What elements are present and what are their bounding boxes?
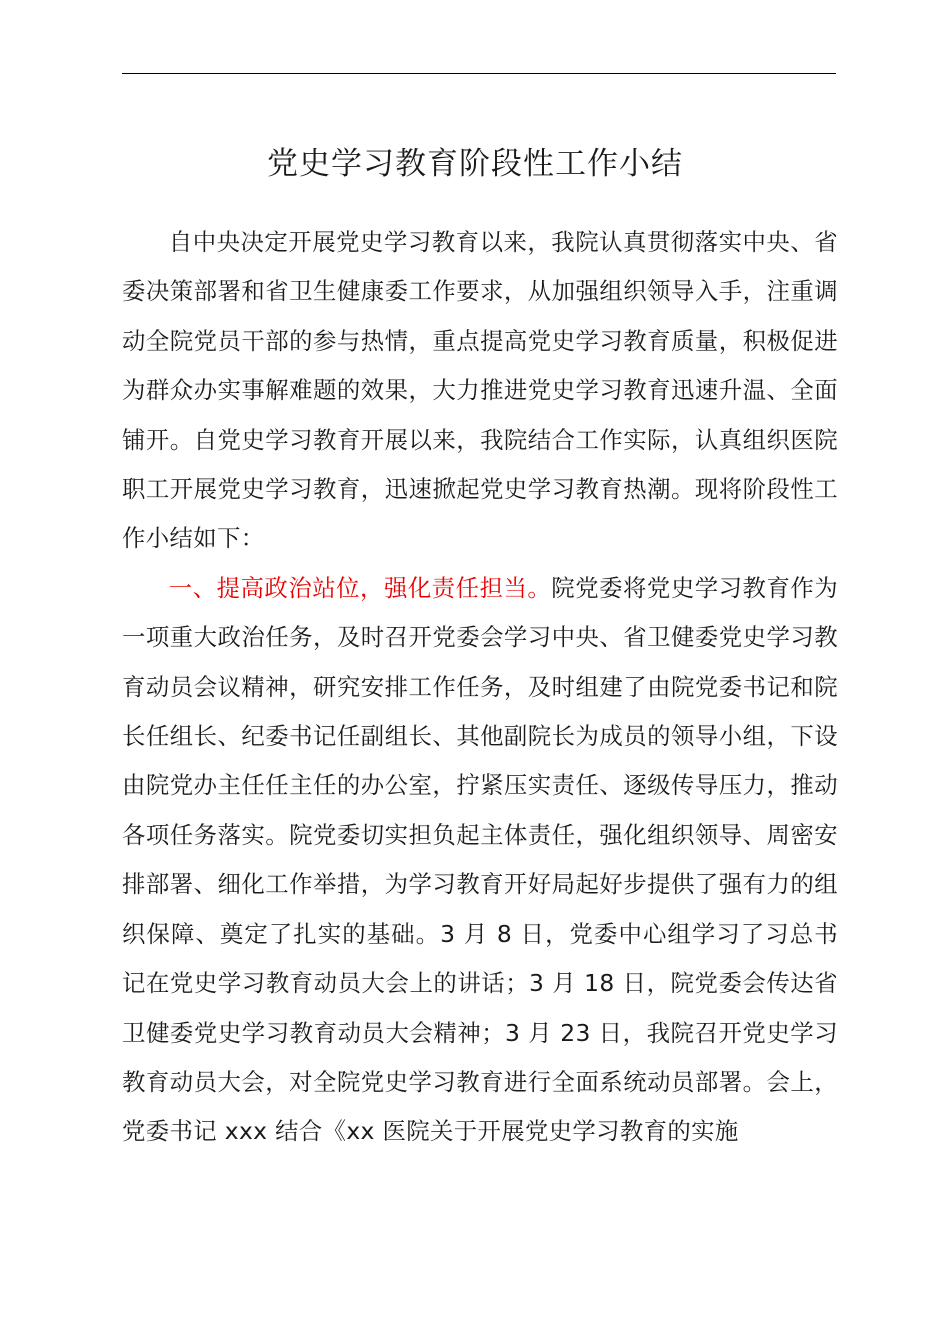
paragraph-text: 自中央决定开展党史学习教育以来，我院认真贯彻落实中央、省委决策部署和省卫生健康委工作要求，从加强组织领导入手，注重调动全院党员干部的参与热情，重点提高党史学习教育质量，积极促进为群众办实事解难题的效果，大力推进党史学习教育迅速升温、全面铺开。自党史学习教育开展以来，我院结合工作实际，认真组织医院职工开展党史学习教育，迅速掀起党史学习教育热潮。现将阶段性工作小结如下： (122, 228, 838, 553)
paragraph-section-1 (122, 564, 838, 1157)
header-rule (122, 73, 836, 74)
paragraph-intro (122, 218, 838, 564)
document-body (122, 218, 838, 1157)
paragraph-text: 院党委将党史学习教育作为一项重大政治任务，及时召开党委会学习中央、省卫健委党史学习教育动员会议精神，研究安排工作任务，及时组建了由院党委书记和院长任组长、纪委书记任副组长、其他副院长为成员的领导小组，下设由院党办主任任主任的办公室，拧紧压实责任、逐级传导压力，推动各项任务落实。院党委切实担负起主体责任，强化组织领导、周密安排部署、细化工作举措，为学习教育开好局起好步提供了强有力的组织保障、奠定了扎实的基础。3 月 8 日，党委中心组学习了习总书记在党史学习教育动员大会上的讲话；3 月 18 日，院党委会传达省卫健委党史学习教育动员大会精神；3 月 23 日，我院召开党史学习教育动员大会，对全院党史学习教育进行全面系统动员部署。会上，党委书记 xxx 结合《xx 医院关于开展党史学习教育的实施 (122, 573, 838, 1146)
section-heading: 一、提高政治站位，强化责任担当。 (168, 573, 552, 602)
document-title: 党史学习教育阶段性工作小结 (267, 146, 683, 182)
